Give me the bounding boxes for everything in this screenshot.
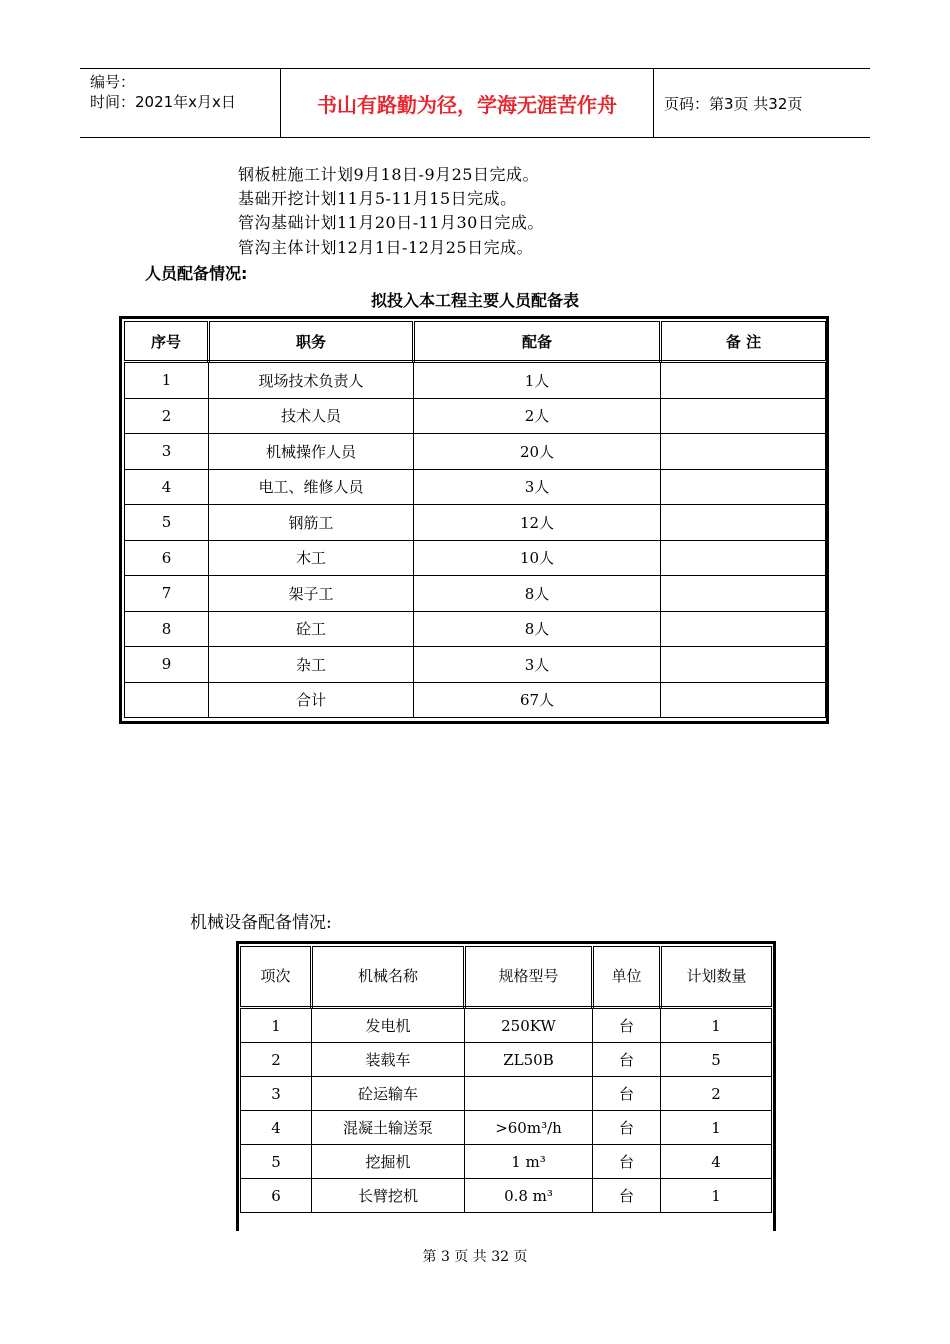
equipment-table xyxy=(240,946,772,1213)
doc-number-label: 编号： xyxy=(90,73,136,91)
col-header-spec: 规格型号 xyxy=(465,947,593,1008)
cell-position: 架子工 xyxy=(209,576,414,612)
plan-line-3: 管沟基础计划11月20日-11月30日完成。 xyxy=(238,213,544,232)
table-row xyxy=(241,1179,772,1213)
table-row xyxy=(125,540,826,576)
cell-spec: ZL50B xyxy=(465,1043,593,1077)
cell-quantity: 1 xyxy=(661,1179,772,1213)
cell-remarks xyxy=(661,398,826,434)
col-header-quantity: 计划数量 xyxy=(661,947,772,1008)
table-row xyxy=(241,1043,772,1077)
cell-quantity: 5 xyxy=(661,1043,772,1077)
cell-index: 5 xyxy=(125,505,209,541)
table-row xyxy=(241,1077,772,1111)
cell-count: 3人 xyxy=(414,469,661,505)
cell-index: 6 xyxy=(125,540,209,576)
cell-machine: 砼运输车 xyxy=(312,1077,465,1111)
cell-spec: 0.8 m³ xyxy=(465,1179,593,1213)
cell-count: 12人 xyxy=(414,505,661,541)
cell-count: 8人 xyxy=(414,576,661,612)
cell-position: 砼工 xyxy=(209,611,414,647)
page-footer: 第 3 页 共 32 页 xyxy=(422,1249,528,1265)
equipment-section-title: 机械设备配备情况: xyxy=(190,913,332,933)
header-page-info: 页码：第3页 共32页 xyxy=(664,94,803,113)
table-row xyxy=(241,1111,772,1145)
page-header xyxy=(80,68,870,138)
cell-item: 2 xyxy=(241,1043,312,1077)
cell-position: 技术人员 xyxy=(209,398,414,434)
cell-machine: 发电机 xyxy=(312,1008,465,1043)
table-row xyxy=(125,469,826,505)
table-header-row xyxy=(125,322,826,362)
cell-position: 机械操作人员 xyxy=(209,434,414,470)
cell-item: 1 xyxy=(241,1008,312,1043)
cell-item: 6 xyxy=(241,1179,312,1213)
cell-quantity: 1 xyxy=(661,1111,772,1145)
cell-remarks xyxy=(661,469,826,505)
staffing-table xyxy=(124,321,826,718)
table-total-row xyxy=(125,682,826,718)
table-row xyxy=(125,647,826,683)
cell-remarks xyxy=(661,362,826,399)
table-row xyxy=(125,398,826,434)
cell-count: 8人 xyxy=(414,611,661,647)
cell-index xyxy=(125,682,209,718)
cell-index: 4 xyxy=(125,469,209,505)
table-row xyxy=(241,1008,772,1043)
cell-machine: 混凝土输送泵 xyxy=(312,1111,465,1145)
cell-index: 2 xyxy=(125,398,209,434)
cell-count: 3人 xyxy=(414,647,661,683)
cell-unit: 台 xyxy=(593,1043,661,1077)
cell-item: 4 xyxy=(241,1111,312,1145)
cell-remarks xyxy=(661,682,826,718)
cell-remarks xyxy=(661,576,826,612)
cell-item: 3 xyxy=(241,1077,312,1111)
cell-item: 5 xyxy=(241,1145,312,1179)
cell-machine: 挖掘机 xyxy=(312,1145,465,1179)
header-motto: 书山有路勤为径，学海无涯苦作舟 xyxy=(281,69,654,137)
cell-remarks xyxy=(661,540,826,576)
cell-spec: 250KW xyxy=(465,1008,593,1043)
table-row xyxy=(125,434,826,470)
cell-position: 木工 xyxy=(209,540,414,576)
cell-unit: 台 xyxy=(593,1145,661,1179)
cell-position: 钢筋工 xyxy=(209,505,414,541)
cell-remarks xyxy=(661,647,826,683)
staffing-table-title: 拟投入本工程主要人员配备表 xyxy=(370,291,579,310)
col-header-remarks: 备 注 xyxy=(661,322,826,362)
table-row xyxy=(241,1145,772,1179)
table-row xyxy=(125,505,826,541)
table-row xyxy=(125,576,826,612)
cell-position: 电工、维修人员 xyxy=(209,469,414,505)
cell-index: 3 xyxy=(125,434,209,470)
cell-unit: 台 xyxy=(593,1179,661,1213)
plan-line-1: 钢板桩施工计划9月18日-9月25日完成。 xyxy=(238,165,539,184)
cell-quantity: 2 xyxy=(661,1077,772,1111)
cell-position: 杂工 xyxy=(209,647,414,683)
cell-unit: 台 xyxy=(593,1111,661,1145)
header-meta xyxy=(80,69,281,137)
cell-index: 8 xyxy=(125,611,209,647)
cell-remarks xyxy=(661,611,826,647)
cell-remarks xyxy=(661,505,826,541)
cell-count: 67人 xyxy=(414,682,661,718)
cell-position: 合计 xyxy=(209,682,414,718)
cell-unit: 台 xyxy=(593,1008,661,1043)
cell-quantity: 4 xyxy=(661,1145,772,1179)
cell-spec: >60m³/h xyxy=(465,1111,593,1145)
col-header-item: 项次 xyxy=(241,947,312,1008)
doc-date-label: 时间：2021年x月x日 xyxy=(90,93,236,111)
cell-machine: 装载车 xyxy=(312,1043,465,1077)
table-row xyxy=(125,362,826,399)
table-row xyxy=(125,611,826,647)
cell-spec xyxy=(465,1077,593,1111)
cell-index: 1 xyxy=(125,362,209,399)
col-header-index: 序号 xyxy=(125,322,209,362)
cell-spec: 1 m³ xyxy=(465,1145,593,1179)
col-header-unit: 单位 xyxy=(593,947,661,1008)
col-header-machine: 机械名称 xyxy=(312,947,465,1008)
cell-count: 20人 xyxy=(414,434,661,470)
table-header-row xyxy=(241,947,772,1008)
col-header-position: 职务 xyxy=(209,322,414,362)
cell-count: 10人 xyxy=(414,540,661,576)
cell-count: 2人 xyxy=(414,398,661,434)
cell-position: 现场技术负责人 xyxy=(209,362,414,399)
cell-machine: 长臂挖机 xyxy=(312,1179,465,1213)
cell-index: 9 xyxy=(125,647,209,683)
staffing-section-title: 人员配备情况: xyxy=(145,264,248,283)
plan-line-4: 管沟主体计划12月1日-12月25日完成。 xyxy=(238,238,534,257)
plan-line-2: 基础开挖计划11月5-11月15日完成。 xyxy=(238,189,517,208)
cell-quantity: 1 xyxy=(661,1008,772,1043)
cell-unit: 台 xyxy=(593,1077,661,1111)
cell-count: 1人 xyxy=(414,362,661,399)
col-header-count: 配备 xyxy=(414,322,661,362)
cell-remarks xyxy=(661,434,826,470)
cell-index: 7 xyxy=(125,576,209,612)
